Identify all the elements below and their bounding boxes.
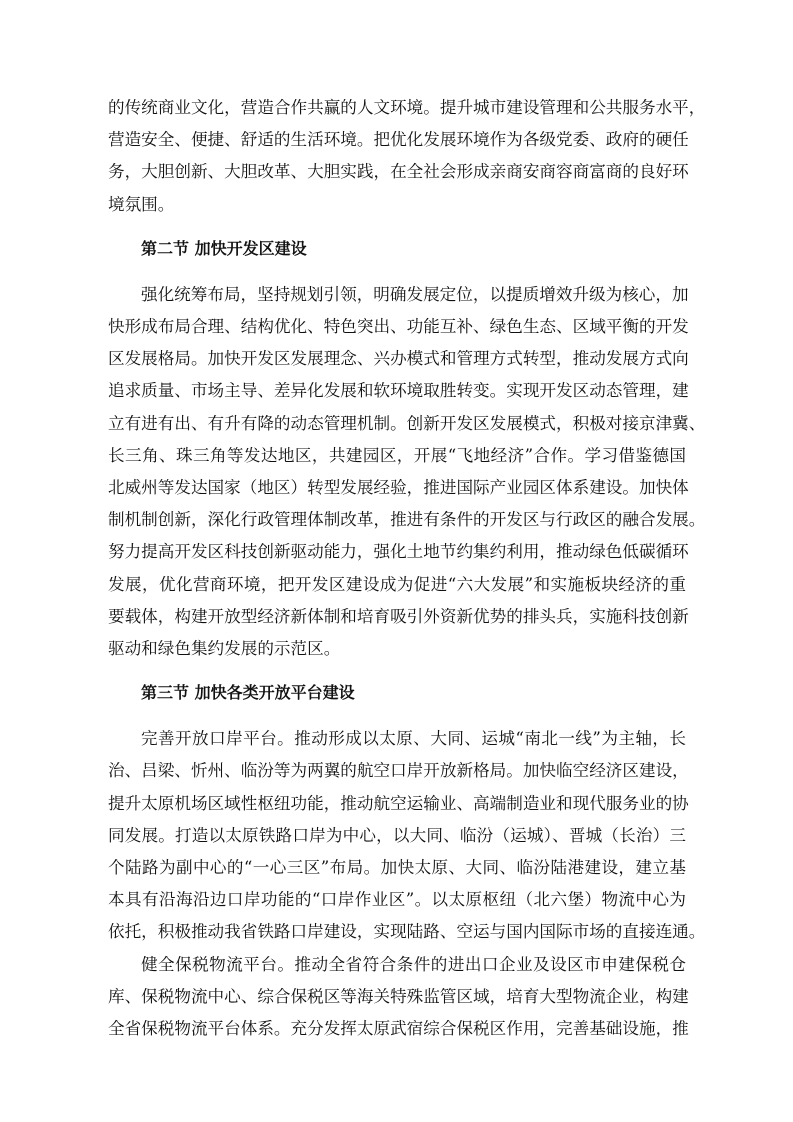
text-line: 立有进有出、有升有降的动态管理机制。创新开发区发展模式，积极对接京津冀、 — [108, 413, 706, 433]
text-line: 全省保税物流平台体系。充分发挥太原武宿综合保税区作用，完善基础设施，推 — [108, 1019, 689, 1039]
paragraph-development-zones — [108, 279, 706, 665]
text-line: 提升太原机场区域性枢纽功能，推动航空运输业、高端制造业和现代服务业的协 — [108, 793, 689, 813]
text-line: 营造安全、便捷、舒适的生活环境。把优化发展环境作为各级党委、政府的硬任 — [108, 130, 689, 150]
section-heading-development-zones: 第二节 加快开发区建设 — [141, 238, 307, 258]
text-line: 个陆路为副中心的“一心三区”布局。加快太原、大同、临汾陆港建设，建立基 — [108, 858, 686, 878]
text-line: 努力提高开发区科技创新驱动能力，强化土地节约集约利用，推动绿色低碳循环 — [108, 542, 689, 562]
paragraph-bonded-logistics — [108, 949, 689, 1046]
text-line: 强化统筹布局，坚持规划引领，明确发展定位，以提质增效升级为核心，加 — [141, 284, 689, 304]
text-line: 北威州等发达国家（地区）转型发展经验，推进国际产业园区体系建设。加快体 — [108, 478, 689, 498]
text-line: 同发展。打造以太原铁路口岸为中心，以大同、临汾（运城）、晋城（长治）三 — [108, 825, 686, 845]
text-line: 制机制创新，深化行政管理体制改革，推进有条件的开发区与行政区的融合发展。 — [108, 510, 706, 530]
paragraph-business-environment — [108, 92, 706, 221]
text-line: 发展，优化营商环境，把开发区建设成为促进“六大发展”和实施板块经济的重 — [108, 574, 686, 594]
text-line: 本具有沿海沿边口岸功能的“口岸作业区”。以太原枢纽（北六堡）物流中心为 — [108, 890, 686, 910]
text-line: 的传统商业文化，营造合作共赢的人文环境。提升城市建设管理和公共服务水平， — [108, 98, 706, 117]
text-line: 驱动和绿色集约发展的示范区。 — [108, 639, 341, 659]
text-line: 区发展格局。加快开发区发展理念、兴办模式和管理方式转型，推动发展方式向 — [108, 349, 689, 369]
text-line: 快形成布局合理、结构优化、特色突出、功能互补、绿色生态、区域平衡的开发 — [108, 317, 689, 337]
document-page — [108, 92, 706, 1045]
text-line: 要载体，构建开放型经济新体制和培育吸引外资新优势的排头兵，实施科技创新 — [108, 606, 689, 626]
text-line: 境氛围。 — [108, 194, 175, 214]
text-line: 健全保税物流平台。推动全省符合条件的进出口企业及设区市申建保税仓 — [141, 954, 686, 974]
text-line: 务，大胆创新、大胆改革、大胆实践，在全社会形成亲商安商容商富商的良好环 — [108, 162, 689, 182]
text-line: 追求质量、市场主导、差异化发展和软环境取胜转变。实现开发区动态管理，建 — [108, 381, 689, 401]
text-line: 治、吕梁、忻州、临汾等为两翼的航空口岸开放新格局。加快临空经济区建设， — [108, 761, 689, 781]
text-line: 依托，积极推动我省铁路口岸建设，实现陆路、空运与国内国际市场的直接连通。 — [108, 922, 706, 942]
text-line: 长三角、珠三角等发达地区，共建园区，开展“飞地经济”合作。学习借鉴德国 — [108, 445, 686, 465]
text-line: 完善开放口岸平台。推动形成以太原、大同、运城“南北一线”为主轴，长 — [141, 729, 686, 749]
text-line: 库、保税物流中心、综合保税区等海关特殊监管区域，培育大型物流企业，构建 — [108, 986, 689, 1006]
paragraph-port-platforms — [108, 723, 706, 948]
section-heading-open-platforms: 第三节 加快各类开放平台建设 — [141, 683, 355, 703]
